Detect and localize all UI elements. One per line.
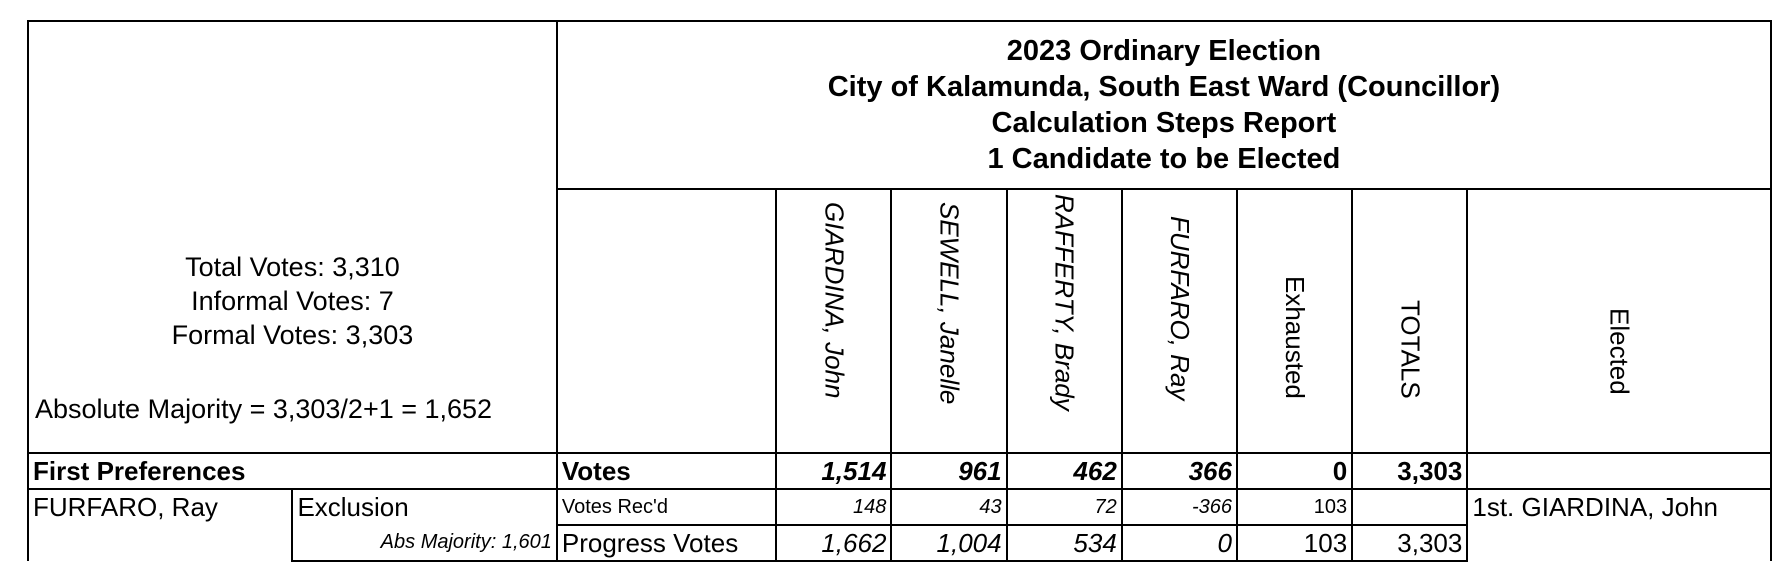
col-header-exhausted: Exhausted (1237, 189, 1352, 453)
fp-rafferty: 462 (1007, 453, 1122, 489)
votes-received-label: Votes Rec'd (557, 489, 776, 525)
fp-giardina: 1,514 (776, 453, 891, 489)
col-header-elected: Elected (1467, 189, 1771, 453)
absolute-majority: Absolute Majority = 3,303/2+1 = 1,652 (35, 394, 493, 424)
rec-totals (1352, 489, 1467, 525)
elected-candidate: 1st. GIARDINA, John (1467, 489, 1771, 561)
rec-giardina: 148 (776, 489, 891, 525)
excluded-candidate: FURFARO, Ray (28, 489, 292, 561)
rec-rafferty: 72 (1007, 489, 1122, 525)
report-vacancies: 1 Candidate to be Elected (987, 143, 1341, 175)
prog-sewell: 1,004 (891, 525, 1006, 561)
first-preferences-label: First Preferences (28, 453, 557, 489)
report-header (557, 21, 1771, 189)
summary-cell (28, 21, 557, 453)
formal-votes: Formal Votes: 3,303 (171, 320, 414, 350)
fp-exhausted: 0 (1237, 453, 1352, 489)
prog-totals: 3,303 (1352, 525, 1467, 561)
blank-header-cell (557, 189, 776, 453)
votes-label: Votes (557, 453, 776, 489)
calculation-steps-table (27, 20, 1772, 562)
votes-received-row (28, 489, 1771, 525)
prog-rafferty: 534 (1007, 525, 1122, 561)
prog-giardina: 1,662 (776, 525, 891, 561)
rec-exhausted: 103 (1237, 489, 1352, 525)
rec-furfaro: -366 (1122, 489, 1237, 525)
exclusion-action: Exclusion (292, 489, 556, 525)
fp-elected (1467, 453, 1771, 489)
report-district: City of Kalamunda, South East Ward (Councillor) (827, 71, 1501, 103)
total-votes: Total Votes: 3,310 (185, 252, 400, 282)
prog-furfaro: 0 (1122, 525, 1237, 561)
report-type: Calculation Steps Report (991, 107, 1337, 139)
first-preferences-row (28, 453, 1771, 489)
col-header-giardina: GIARDINA, John (776, 189, 891, 453)
col-header-totals: TOTALS (1352, 189, 1467, 453)
rec-sewell: 43 (891, 489, 1006, 525)
col-header-sewell: SEWELL, Janelle (891, 189, 1006, 453)
fp-sewell: 961 (891, 453, 1006, 489)
fp-furfaro: 366 (1122, 453, 1237, 489)
col-header-furfaro: FURFARO, Ray (1122, 189, 1237, 453)
col-header-rafferty: RAFFERTY, Brady (1007, 189, 1122, 453)
abs-majority-note: Abs Majority: 1,601 (292, 525, 556, 561)
informal-votes: Informal Votes: 7 (191, 286, 394, 316)
progress-votes-label: Progress Votes (557, 525, 776, 561)
fp-totals: 3,303 (1352, 453, 1467, 489)
prog-exhausted: 103 (1237, 525, 1352, 561)
report-title: 2023 Ordinary Election (1006, 35, 1322, 67)
